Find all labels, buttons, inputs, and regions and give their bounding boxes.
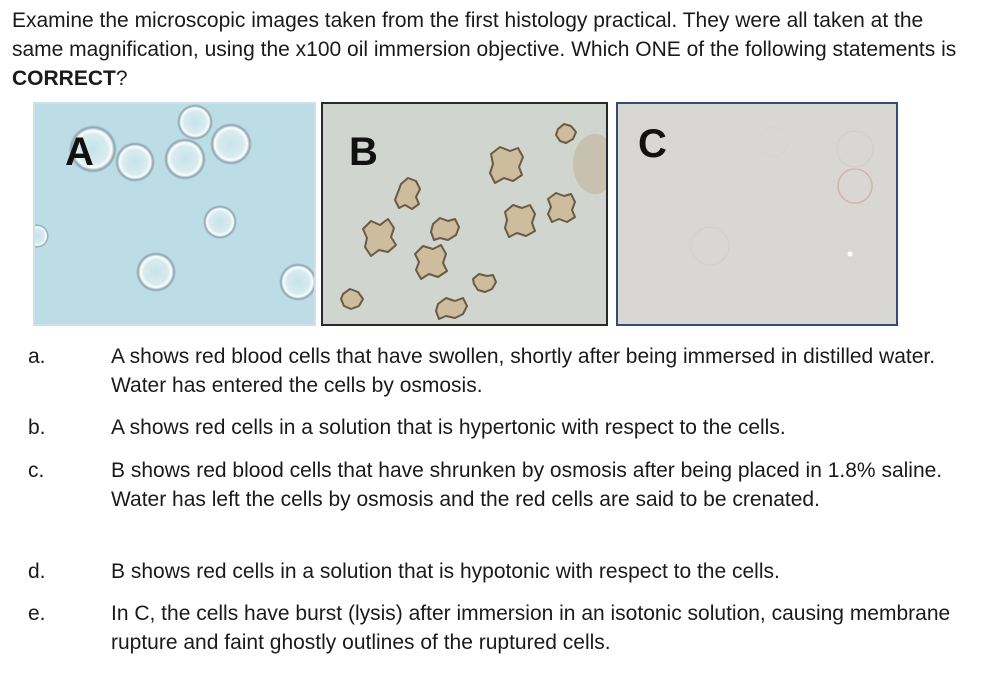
cell-a-8: [279, 263, 316, 301]
ghost-cell-c-1: [838, 169, 872, 203]
option-e-letter: e.: [28, 602, 46, 625]
crenated-cell-b-4: [436, 298, 467, 319]
option-d-text: B shows red cells in a solution that is hypotonic with respect to the cells.: [111, 560, 780, 583]
crenated-cell-b-2: [395, 178, 420, 209]
cell-a-7: [136, 252, 176, 292]
cell-a-6: [203, 205, 237, 239]
crenated-cell-b-3: [415, 245, 447, 279]
crenated-cell-b-7: [431, 218, 459, 240]
option-e-text: In C, the cells have burst (lysis) after immersion in an isotonic solution, causing membrane rupture and faint ghostly outlines of the ruptured cells.: [111, 602, 951, 654]
ghost-cell-c-3: [691, 227, 729, 265]
option-a-text: A shows red blood cells that have swollen, shortly after being immersed in distilled water. Water has entered the cells by osmosis.: [111, 345, 936, 397]
panel-label-b: B: [349, 130, 378, 174]
ghost-cell-c-2: [837, 131, 873, 167]
question-text: [12, 6, 977, 93]
option-c-text: B shows red blood cells that have shrunken by osmosis after being placed in 1.8% saline. Water has left the cells by osmosis and the red cells are said to be crenated.: [111, 459, 943, 511]
crenated-cell-b-5: [490, 147, 523, 183]
blur-cell-b: [573, 134, 608, 194]
cell-a-5: [177, 104, 213, 140]
micrograph-b: [321, 102, 608, 326]
option-b-text: A shows red cells in a solution that is hypertonic with respect to the cells.: [111, 416, 786, 439]
question-end: ?: [115, 67, 128, 90]
option-c-letter: c.: [28, 459, 45, 482]
micrograph-a: [33, 102, 316, 326]
panel-label-a: A: [65, 130, 94, 174]
ghost-cell-c-4: [758, 127, 788, 157]
cell-a-4: [210, 123, 252, 165]
option-d-letter: d.: [28, 560, 46, 583]
option-a-letter: a.: [28, 345, 46, 368]
crenated-cell-b-8: [548, 193, 575, 222]
panel-label-c: C: [638, 122, 667, 166]
micrograph-c: [616, 102, 898, 326]
question-emphasis: CORRECT: [12, 67, 116, 90]
crenated-cell-b-11: [341, 289, 363, 309]
highlight-dot-c: [848, 252, 853, 257]
question-intro: Examine the microscopic images taken from the first histology practical. They were all taken at the same magnification, using the x100 oil immersion objective. Which ONE of the following statements is: [12, 9, 957, 61]
crenated-cell-b-9: [556, 124, 576, 143]
cell-a-2: [115, 142, 155, 182]
cell-a-3: [164, 138, 206, 180]
cell-a-9: [35, 224, 49, 248]
crenated-cell-b-6: [505, 205, 535, 237]
crenated-cell-b-10: [473, 274, 496, 292]
option-b-letter: b.: [28, 416, 46, 439]
crenated-cell-b-1: [363, 219, 396, 256]
